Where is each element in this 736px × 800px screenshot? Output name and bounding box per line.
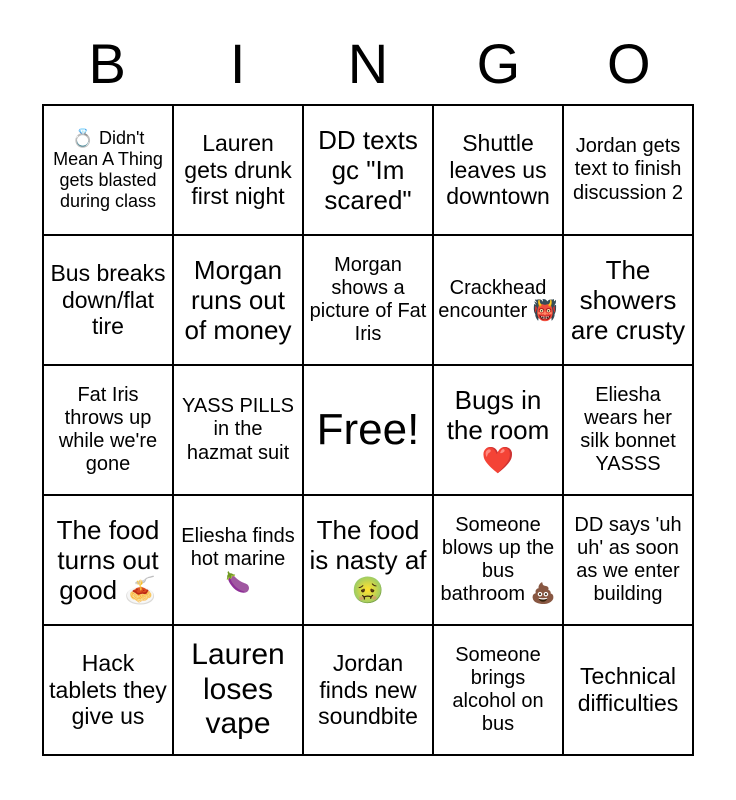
bingo-letter-n: N	[347, 32, 389, 95]
bingo-cell[interactable]	[304, 236, 434, 366]
bingo-cell-label: Morgan shows a picture of Fat Iris	[309, 253, 427, 346]
bingo-cell-label: The food turns out good 🍝	[56, 514, 160, 606]
bingo-cell-label: 💍 Didn't Mean A Thing gets blasted during class	[53, 128, 163, 211]
bingo-cell-label: Hack tablets they give us	[49, 649, 167, 730]
bingo-cell[interactable]	[434, 496, 564, 626]
bingo-cell[interactable]	[174, 626, 304, 756]
bingo-cell-label: The showers are crusty	[570, 254, 686, 346]
bingo-cell[interactable]	[44, 366, 174, 496]
bingo-cell[interactable]	[434, 626, 564, 756]
bingo-title-header	[42, 28, 694, 100]
bingo-cell-label: Eliesha wears her silk bonnet YASSS	[580, 383, 676, 476]
bingo-cell-label: Eliesha finds hot marine 🍆	[181, 525, 295, 594]
bingo-cell[interactable]	[434, 366, 564, 496]
bingo-cell[interactable]	[564, 496, 694, 626]
bingo-cell-label: DD texts gc "Im scared"	[318, 124, 418, 216]
bingo-cell[interactable]	[304, 626, 434, 756]
bingo-cell[interactable]	[434, 236, 564, 366]
bingo-cell[interactable]	[44, 236, 174, 366]
bingo-cell-label: Bus breaks down/flat tire	[50, 259, 166, 340]
bingo-letter-b: B	[88, 32, 126, 95]
bingo-cell[interactable]	[44, 106, 174, 236]
bingo-cell-free[interactable]	[304, 366, 434, 496]
bingo-cell-label: Fat Iris throws up while we're gone	[58, 383, 158, 476]
bingo-cell[interactable]	[564, 626, 694, 756]
bingo-cell-label: Jordan finds new soundbite	[318, 649, 418, 730]
bingo-cell-label: Someone blows up the bus bathroom 💩	[440, 513, 556, 606]
bingo-cell[interactable]	[564, 366, 694, 496]
bingo-letter-o: O	[607, 32, 651, 95]
bingo-cell-label: Jordan gets text to finish discussion 2	[572, 135, 684, 204]
bingo-cell[interactable]	[44, 496, 174, 626]
bingo-letter-i: I	[229, 32, 246, 95]
bingo-cell-label: Free!	[316, 405, 420, 455]
bingo-cell-label: The food is nasty af 🤢	[309, 514, 427, 606]
bingo-cell-label: YASS PILLS in the hazmat suit	[182, 395, 294, 464]
bingo-cell[interactable]	[174, 236, 304, 366]
bingo-cell[interactable]	[564, 106, 694, 236]
bingo-cell[interactable]	[304, 106, 434, 236]
bingo-cell[interactable]	[564, 236, 694, 366]
bingo-cell-label: Morgan runs out of money	[184, 254, 292, 346]
bingo-cell-label: Lauren loses vape	[191, 637, 285, 741]
bingo-cell-label: Crackhead encounter 👹	[438, 276, 558, 322]
bingo-cell[interactable]	[174, 366, 304, 496]
bingo-cell[interactable]	[44, 626, 174, 756]
bingo-letter-g: G	[476, 32, 521, 95]
bingo-cell-label: Someone brings alcohol on bus	[452, 643, 544, 736]
bingo-cell[interactable]	[174, 106, 304, 236]
bingo-grid	[42, 104, 694, 756]
bingo-cell[interactable]	[174, 496, 304, 626]
bingo-cell[interactable]	[304, 496, 434, 626]
bingo-cell-label: Lauren gets drunk first night	[184, 129, 292, 210]
bingo-cell-label: DD says 'uh uh' as soon as we enter building	[574, 513, 682, 606]
bingo-cell[interactable]	[434, 106, 564, 236]
bingo-cell-label: Shuttle leaves us downtown	[446, 129, 550, 210]
bingo-cell-label: Technical difficulties	[577, 663, 679, 716]
bingo-cell-label: Bugs in the room❤️	[446, 384, 550, 476]
